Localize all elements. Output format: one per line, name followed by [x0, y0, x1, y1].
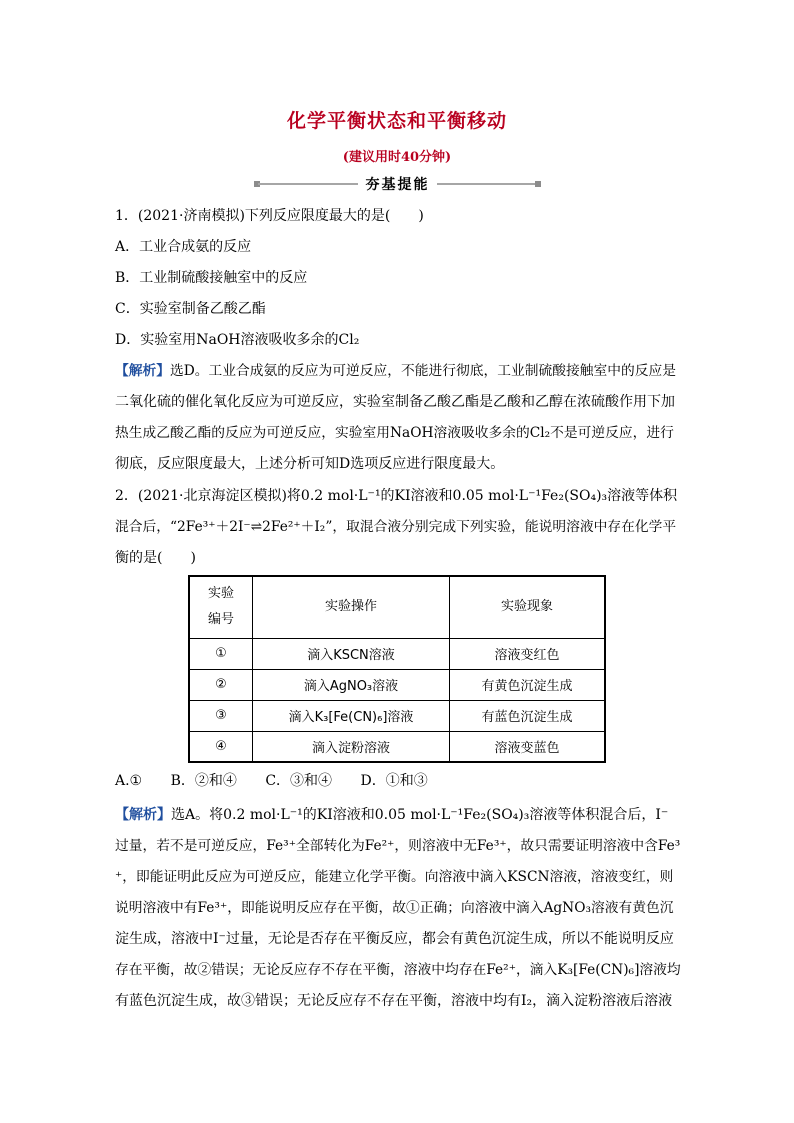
header-operation: 实验操作	[253, 576, 450, 638]
row-operation: 滴入KSCN溶液	[253, 638, 450, 669]
table-row	[189, 638, 605, 669]
question-2-analysis-line-7: 有蓝色沉淀生成，故③错误；无论反应存不存在平衡，溶液中均有I₂，滴入淀粉溶液后溶液	[115, 993, 673, 1009]
question-2	[115, 481, 681, 574]
header-result: 实验现象	[450, 576, 606, 638]
row-number: ③	[189, 700, 253, 731]
section-label: 夯基提能	[365, 177, 430, 193]
analysis-text: 选D。工业合成氨的反应为可逆反应，不能进行彻底，工业制硫酸接触室中的反应是	[170, 363, 677, 379]
question-1-analysis-line-1	[115, 356, 681, 387]
section-divider	[254, 173, 541, 195]
question-1	[115, 201, 681, 480]
question-2-analysis-line-2: 过量，若不是可逆反应，Fe³⁺全部转化为Fe²⁺，则溶液中无Fe³⁺，故只需要证明溶液中含Fe³	[115, 838, 681, 854]
header-experiment-number	[189, 576, 253, 638]
row-result: 有黄色沉淀生成	[450, 669, 606, 700]
row-result: 溶液变红色	[450, 638, 606, 669]
question-2-option-c: C．③和④	[265, 773, 333, 789]
row-number: ②	[189, 669, 253, 700]
question-1-option-c: C．实验室制备乙酸乙酯	[115, 301, 266, 317]
analysis-tag: 【解析】	[115, 363, 171, 379]
header-number-line-2: 编号	[207, 612, 234, 628]
question-2-stem-line-3: 衡的是( )	[115, 550, 196, 566]
question-1-option-b: B．工业制硫酸接触室中的反应	[115, 270, 308, 286]
question-2-option-d: D．①和③	[360, 773, 428, 789]
question-2-analysis-line-4: 说明溶液中有Fe³⁺，即能说明反应存在平衡，故①正确；向溶液中滴入AgNO₃溶液有黄色沉	[115, 900, 674, 916]
time-suggestion: (建议用时40分钟)	[342, 150, 452, 165]
row-operation: 滴入K₃[Fe(CN)₆]溶液	[253, 700, 450, 731]
question-2-options	[115, 770, 452, 790]
question-2-option-b: B．②和④	[170, 773, 237, 789]
question-2-analysis-line-5: 淀生成，溶液中I⁻过量，无论是否存在平衡反应，都会有黄色沉淀生成，所以不能说明反应	[115, 931, 674, 947]
question-1-analysis-line-3: 热生成乙酸乙酯的反应为可逆反应，实验室用NaOH溶液吸收多余的Cl₂不是可逆反应，进行	[115, 425, 674, 441]
question-1-option-d: D．实验室用NaOH溶液吸收多余的Cl₂	[115, 332, 360, 348]
header-number-line-1: 实验	[207, 586, 234, 602]
question-1-stem: 1．(2021·济南模拟)下列反应限度最大的是( )	[115, 208, 424, 224]
analysis-text: 选A。将0.2 mol·L⁻¹的KI溶液和0.05 mol·L⁻¹Fe₂(SO₄)₃溶液等体积混合后，I⁻	[171, 807, 669, 823]
table-header-row	[189, 576, 605, 638]
row-number: ①	[189, 638, 253, 669]
question-1-analysis-line-4: 彻底，反应限度最大，上述分析可知D选项反应进行限度最大。	[115, 456, 505, 472]
page-title: 化学平衡状态和平衡移动	[286, 110, 507, 132]
question-2-analysis-line-6: 存在平衡，故②错误；无论反应存不存在平衡，溶液中均存在Fe²⁺，滴入K₃[Fe(CN)₆]溶液均	[115, 962, 681, 978]
row-operation: 滴入AgNO₃溶液	[253, 669, 450, 700]
question-2-analysis	[115, 800, 681, 1017]
row-operation: 滴入淀粉溶液	[253, 731, 450, 762]
question-2-stem-line-2: 混合后，“2Fe³⁺＋2I⁻⇌2Fe²⁺＋I₂”，取混合液分别完成下列实验，能说明溶液中存在化学平	[115, 519, 677, 535]
question-2-option-a: A.①	[115, 773, 143, 789]
question-2-analysis-line-3: ⁺，即能证明此反应为可逆反应，能建立化学平衡。向溶液中滴入KSCN溶液，溶液变红，则	[115, 869, 674, 885]
experiment-table	[188, 575, 606, 763]
question-1-option-a: A．工业合成氨的反应	[115, 239, 252, 255]
question-1-analysis-line-2: 二氧化硫的催化氧化反应为可逆反应，实验室制备乙酸乙酯是乙酸和乙醇在浓硫酸作用下加	[115, 394, 675, 410]
row-number: ④	[189, 731, 253, 762]
table-row	[189, 669, 605, 700]
table-row	[189, 700, 605, 731]
question-2-analysis-line-1	[115, 800, 681, 831]
analysis-tag: 【解析】	[115, 807, 171, 823]
table-row	[189, 731, 605, 762]
row-result: 有蓝色沉淀生成	[450, 700, 606, 731]
question-2-stem-line-1: 2．(2021·北京海淀区模拟)将0.2 mol·L⁻¹的KI溶液和0.05 mol·L⁻¹Fe₂(SO₄)₃溶液等体积	[115, 488, 678, 504]
row-result: 溶液变蓝色	[450, 731, 606, 762]
